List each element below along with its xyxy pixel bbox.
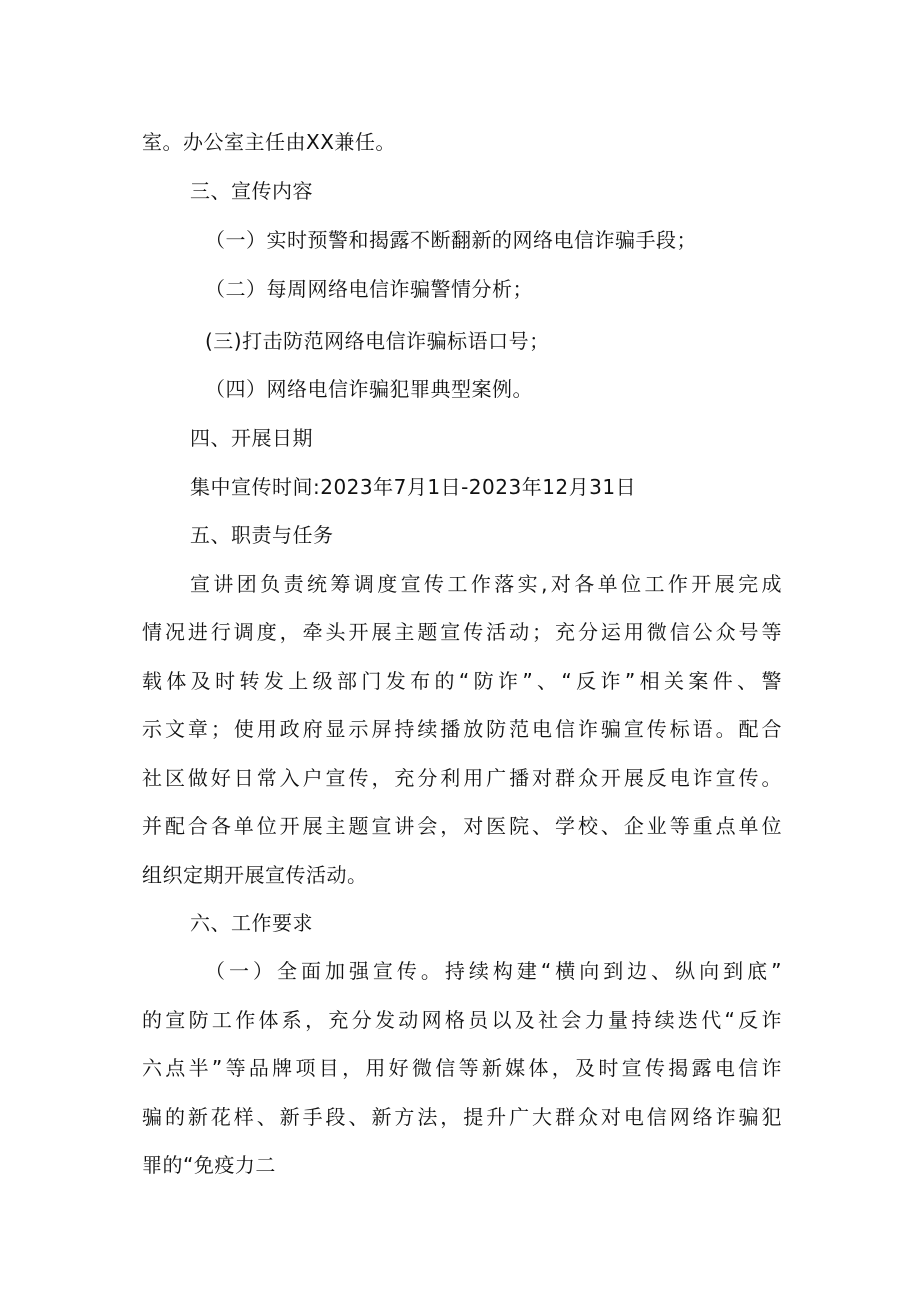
section-heading-3: 三、宣传内容 (190, 179, 313, 203)
list-item-3: (三)打击防范网络电信诈骗标语口号； (205, 329, 550, 353)
paragraph-line-5-2: 情况进行调度，牵头开展主题宣传活动；充分运用微信公众号等 (142, 620, 782, 644)
section-heading-4: 四、开展日期 (190, 426, 313, 450)
section-heading-6: 六、工作要求 (190, 911, 313, 935)
paragraph-line-1: 室。办公室主任由XX兼任。 (142, 130, 396, 154)
paragraph-line-6-5: 罪的“免疫力二 (142, 1153, 276, 1177)
paragraph-line-5-5: 社区做好日常入户宣传，充分利用广播对群众开展反电诈宣传。 (142, 766, 782, 790)
campaign-dates: 集中宣传时间:2023年7月1日-2023年12月31日 (190, 475, 637, 499)
list-item-4: （四）网络电信诈骗犯罪典型案例。 (205, 377, 533, 401)
paragraph-line-5-1: 宣讲团负责统筹调度宣传工作落实,对各单位工作开展完成 (190, 572, 782, 596)
paragraph-line-6-3: 六点半”等品牌项目，用好微信等新媒体，及时宣传揭露电信诈 (142, 1056, 782, 1080)
paragraph-line-6-2: 的宣防工作体系，充分发动网格员以及社会力量持续迭代“反诈 (142, 1008, 782, 1032)
section-heading-5: 五、职责与任务 (190, 523, 334, 547)
paragraph-line-6-4: 骗的新花样、新手段、新方法，提升广大群众对电信网络诈骗犯 (142, 1105, 782, 1129)
paragraph-line-6-1: （一）全面加强宣传。持续构建“横向到边、纵向到底” (205, 959, 782, 983)
paragraph-line-5-7: 组织定期开展宣传活动。 (142, 863, 368, 887)
list-item-2: （二）每周网络电信诈骗警情分析； (205, 277, 533, 301)
paragraph-line-5-6: 并配合各单位开展主题宣讲会，对医院、学校、企业等重点单位 (142, 814, 782, 838)
list-item-1: （一）实时预警和揭露不断翻新的网络电信诈骗手段； (205, 228, 697, 252)
paragraph-line-5-3: 载体及时转发上级部门发布的“防诈”、“反诈”相关案件、警 (142, 669, 782, 693)
paragraph-line-5-4: 示文章；使用政府显示屏持续播放防范电信诈骗宣传标语。配合 (142, 717, 782, 741)
